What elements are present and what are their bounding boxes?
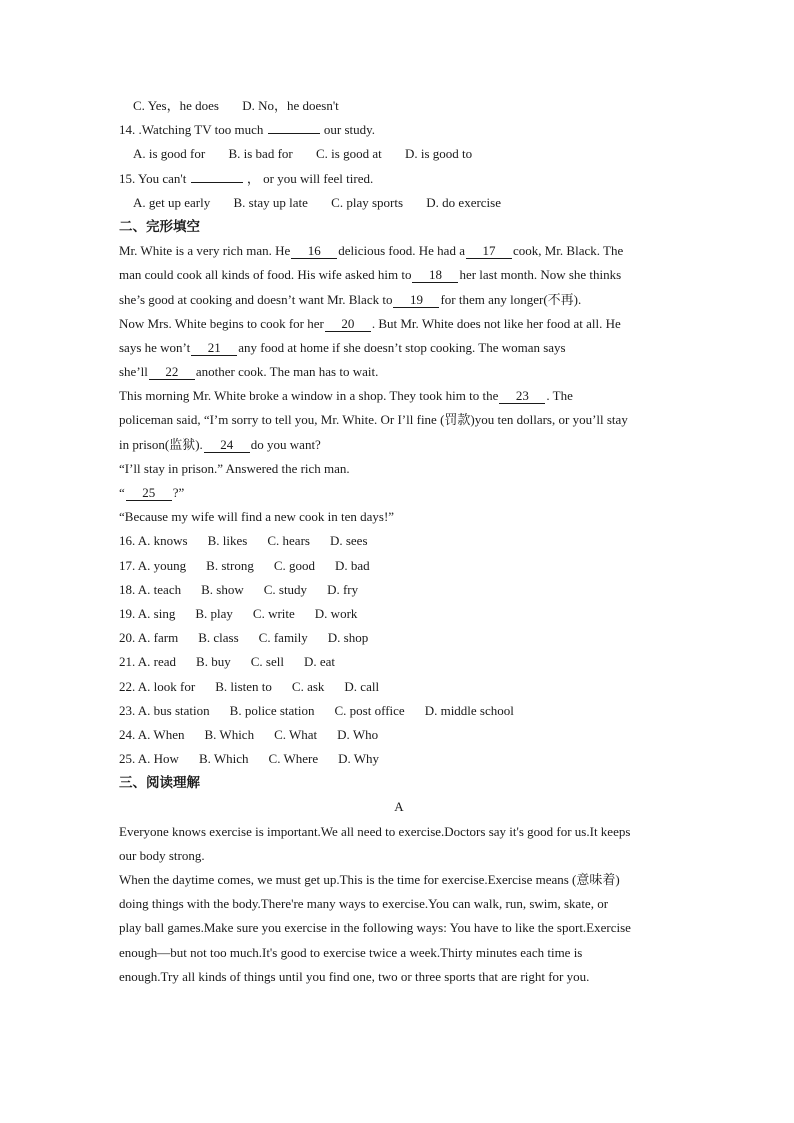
cloze-passage (119, 239, 679, 529)
cloze-options (119, 529, 679, 771)
option-a[interactable]: A. is good for (133, 146, 206, 162)
cloze-blank-19[interactable]: 19 (393, 292, 439, 308)
option-c[interactable]: C. study (263, 581, 308, 597)
option-a[interactable]: 18. A. teach (119, 581, 182, 597)
option-d[interactable]: D. eat (303, 654, 335, 670)
reading-passage (119, 820, 679, 989)
option-a[interactable]: 22. A. look for (119, 678, 196, 694)
reading-line: our body strong. (119, 847, 205, 863)
cloze-line (119, 505, 679, 529)
option-c[interactable]: C. post office (334, 702, 405, 718)
cloze-blank-23[interactable]: 23 (499, 388, 545, 404)
section-3-title: 三、阅读理解 (119, 775, 200, 792)
option-b[interactable]: B. Which (204, 726, 255, 742)
cloze-text: says he won’t (119, 339, 191, 355)
option-b[interactable]: B. show (201, 581, 244, 597)
option-b[interactable]: B. likes (207, 533, 248, 549)
option-b[interactable]: B. police station (229, 702, 315, 718)
reading-line: enough.Try all kinds of things until you find one, two or three sports that are right for you. (119, 968, 590, 984)
option-a[interactable]: 23. A. bus station (119, 702, 210, 718)
option-c[interactable]: C. What (274, 726, 318, 742)
cloze-blank-22[interactable]: 22 (149, 364, 195, 380)
option-a[interactable]: 19. A. sing (119, 605, 176, 621)
option-a[interactable]: 21. A. read (119, 654, 177, 670)
cloze-text: she’s good at cooking and doesn’t want Mr. Black to (119, 291, 393, 307)
option-d[interactable]: D. do exercise (426, 194, 501, 210)
option-d[interactable]: D. Why (338, 751, 380, 767)
cloze-text: “Because my wife will find a new cook in ten days!” (119, 509, 395, 525)
question-15-stem (119, 167, 679, 191)
cloze-text: . The (546, 388, 573, 404)
option-d[interactable]: D. sees (329, 533, 368, 549)
option-d[interactable]: D. fry (327, 581, 359, 597)
cloze-line (119, 433, 679, 457)
cloze-option-row (119, 578, 679, 602)
option-d[interactable]: D. Who (337, 726, 379, 742)
question-15-options (119, 191, 679, 215)
cloze-blank-25[interactable]: 25 (126, 485, 172, 501)
reading-line: enough—but not too much.It's good to exercise twice a week.Thirty minutes each time is (119, 944, 583, 960)
option-b[interactable]: B. class (198, 630, 239, 646)
answer-blank[interactable] (191, 167, 243, 183)
option-a[interactable]: 25. A. How (119, 751, 179, 767)
cloze-text: she’ll (119, 364, 148, 380)
option-d[interactable]: D. is good to (404, 146, 473, 162)
cloze-option-row (119, 675, 679, 699)
cloze-blank-18[interactable]: 18 (412, 267, 458, 283)
cloze-text: “ (119, 485, 125, 500)
cloze-option-row (119, 626, 679, 650)
cloze-text: This morning Mr. White broke a window in a shop. They took him to the (119, 388, 499, 404)
option-a[interactable]: 17. A. young (119, 557, 187, 573)
cloze-line (119, 481, 679, 505)
cloze-text: “I’ll stay in prison.” Answered the rich man. (119, 460, 350, 476)
cloze-blank-17[interactable]: 17 (466, 243, 512, 259)
option-c[interactable]: C. hears (267, 533, 310, 549)
cloze-blank-21[interactable]: 21 (191, 340, 237, 356)
option-b[interactable]: B. buy (196, 654, 231, 670)
cloze-blank-20[interactable]: 20 (325, 316, 371, 332)
cloze-option-row (119, 554, 679, 578)
option-b[interactable]: B. is bad for (228, 146, 293, 162)
cloze-option-row (119, 650, 679, 674)
option-b[interactable]: B. play (195, 605, 233, 621)
cloze-line (119, 360, 679, 384)
option-d[interactable]: D. work (314, 605, 358, 621)
option-d[interactable]: D. bad (335, 557, 370, 573)
cloze-text: Now Mrs. White begins to cook for her (119, 315, 324, 331)
option-c[interactable]: C. is good at (316, 146, 382, 162)
question-14-stem (119, 118, 679, 142)
option-c[interactable]: C. Where (268, 751, 319, 767)
cloze-text: policeman said, “I’m sorry to tell you, Mr. White. Or I’ll fine (罚款)you ten dollars, or you’ll stay (119, 412, 628, 428)
cloze-text: do you want? (250, 436, 321, 452)
option-d[interactable]: D. middle school (424, 702, 514, 718)
cloze-line (119, 288, 679, 312)
cloze-option-row (119, 602, 679, 626)
cloze-text: Mr. White is a very rich man. He (119, 243, 291, 259)
option-c[interactable]: C. play sports (331, 194, 404, 210)
cloze-blank-16[interactable]: 16 (291, 243, 337, 259)
option-c[interactable]: C. good (273, 557, 316, 573)
stem-text: 14. .Watching TV too much (119, 122, 264, 138)
option-a[interactable]: 20. A. farm (119, 630, 179, 646)
question-13-options (119, 94, 679, 118)
cloze-option-row (119, 529, 679, 553)
reading-line: play ball games.Make sure you exercise in the following ways: You have to like the sport.Exercise (119, 920, 631, 936)
cloze-line (119, 239, 679, 263)
option-c[interactable]: C. ask (291, 678, 325, 694)
cloze-line (119, 312, 679, 336)
option-a[interactable]: 24. A. When (119, 726, 185, 742)
cloze-line (119, 457, 679, 481)
option-c[interactable]: C. write (252, 605, 295, 621)
option-b[interactable]: B. Which (198, 751, 249, 767)
option-d[interactable]: D. call (344, 678, 380, 694)
option-a[interactable]: 16. A. knows (119, 533, 188, 549)
cloze-text: cook, Mr. Black. The (512, 243, 624, 259)
reading-line: Everyone knows exercise is important.We all need to exercise.Doctors say it's good for us.It keeps (119, 823, 631, 839)
option-c[interactable]: C. family (258, 630, 308, 646)
cloze-text: any food at home if she doesn’t stop cooking. The woman says (238, 339, 566, 355)
cloze-line (119, 384, 679, 408)
option-b[interactable]: B. listen to (215, 678, 272, 694)
option-d[interactable]: D. shop (327, 630, 369, 646)
reading-line: When the daytime comes, we must get up.This is the time for exercise.Exercise means (意味着) (119, 872, 620, 887)
cloze-line (119, 336, 679, 360)
cloze-text: . But Mr. White does not like her food at all. He (371, 315, 621, 331)
exam-page (119, 94, 679, 989)
cloze-blank-24[interactable]: 24 (204, 437, 250, 453)
answer-blank[interactable] (268, 118, 320, 134)
cloze-line (119, 408, 679, 432)
option-b[interactable]: B. strong (206, 557, 254, 573)
option-b[interactable]: B. stay up late (233, 194, 308, 210)
cloze-option-row (119, 747, 679, 771)
cloze-text: ?” (172, 485, 185, 500)
cloze-text: her last month. Now she thinks (459, 267, 622, 283)
option-d[interactable]: D. No，he doesn't (242, 98, 339, 113)
stem-text: our study. (323, 122, 376, 138)
passage-label: A (394, 799, 404, 815)
option-c[interactable]: C. sell (250, 654, 284, 670)
cloze-text: delicious food. He had a (338, 243, 465, 259)
stem-text: 15. You can't (119, 170, 187, 186)
stem-text: ， or you will feel tired. (246, 170, 374, 186)
option-a[interactable]: A. get up early (133, 194, 211, 210)
cloze-text: in prison(监狱). (119, 436, 203, 452)
option-c[interactable]: C. Yes，he does (133, 98, 219, 113)
cloze-option-row (119, 699, 679, 723)
section-2-title: 二、完形填空 (119, 218, 200, 235)
cloze-text: for them any longer(不再). (440, 291, 582, 307)
cloze-line (119, 263, 679, 287)
cloze-text: man could cook all kinds of food. His wife asked him to (119, 267, 412, 283)
reading-line: doing things with the body.There're many ways to exercise.You can walk, run, swim, skate, or (119, 896, 609, 912)
cloze-option-row (119, 723, 679, 747)
question-14-options (119, 142, 679, 166)
cloze-text: another cook. The man has to wait. (195, 364, 379, 380)
